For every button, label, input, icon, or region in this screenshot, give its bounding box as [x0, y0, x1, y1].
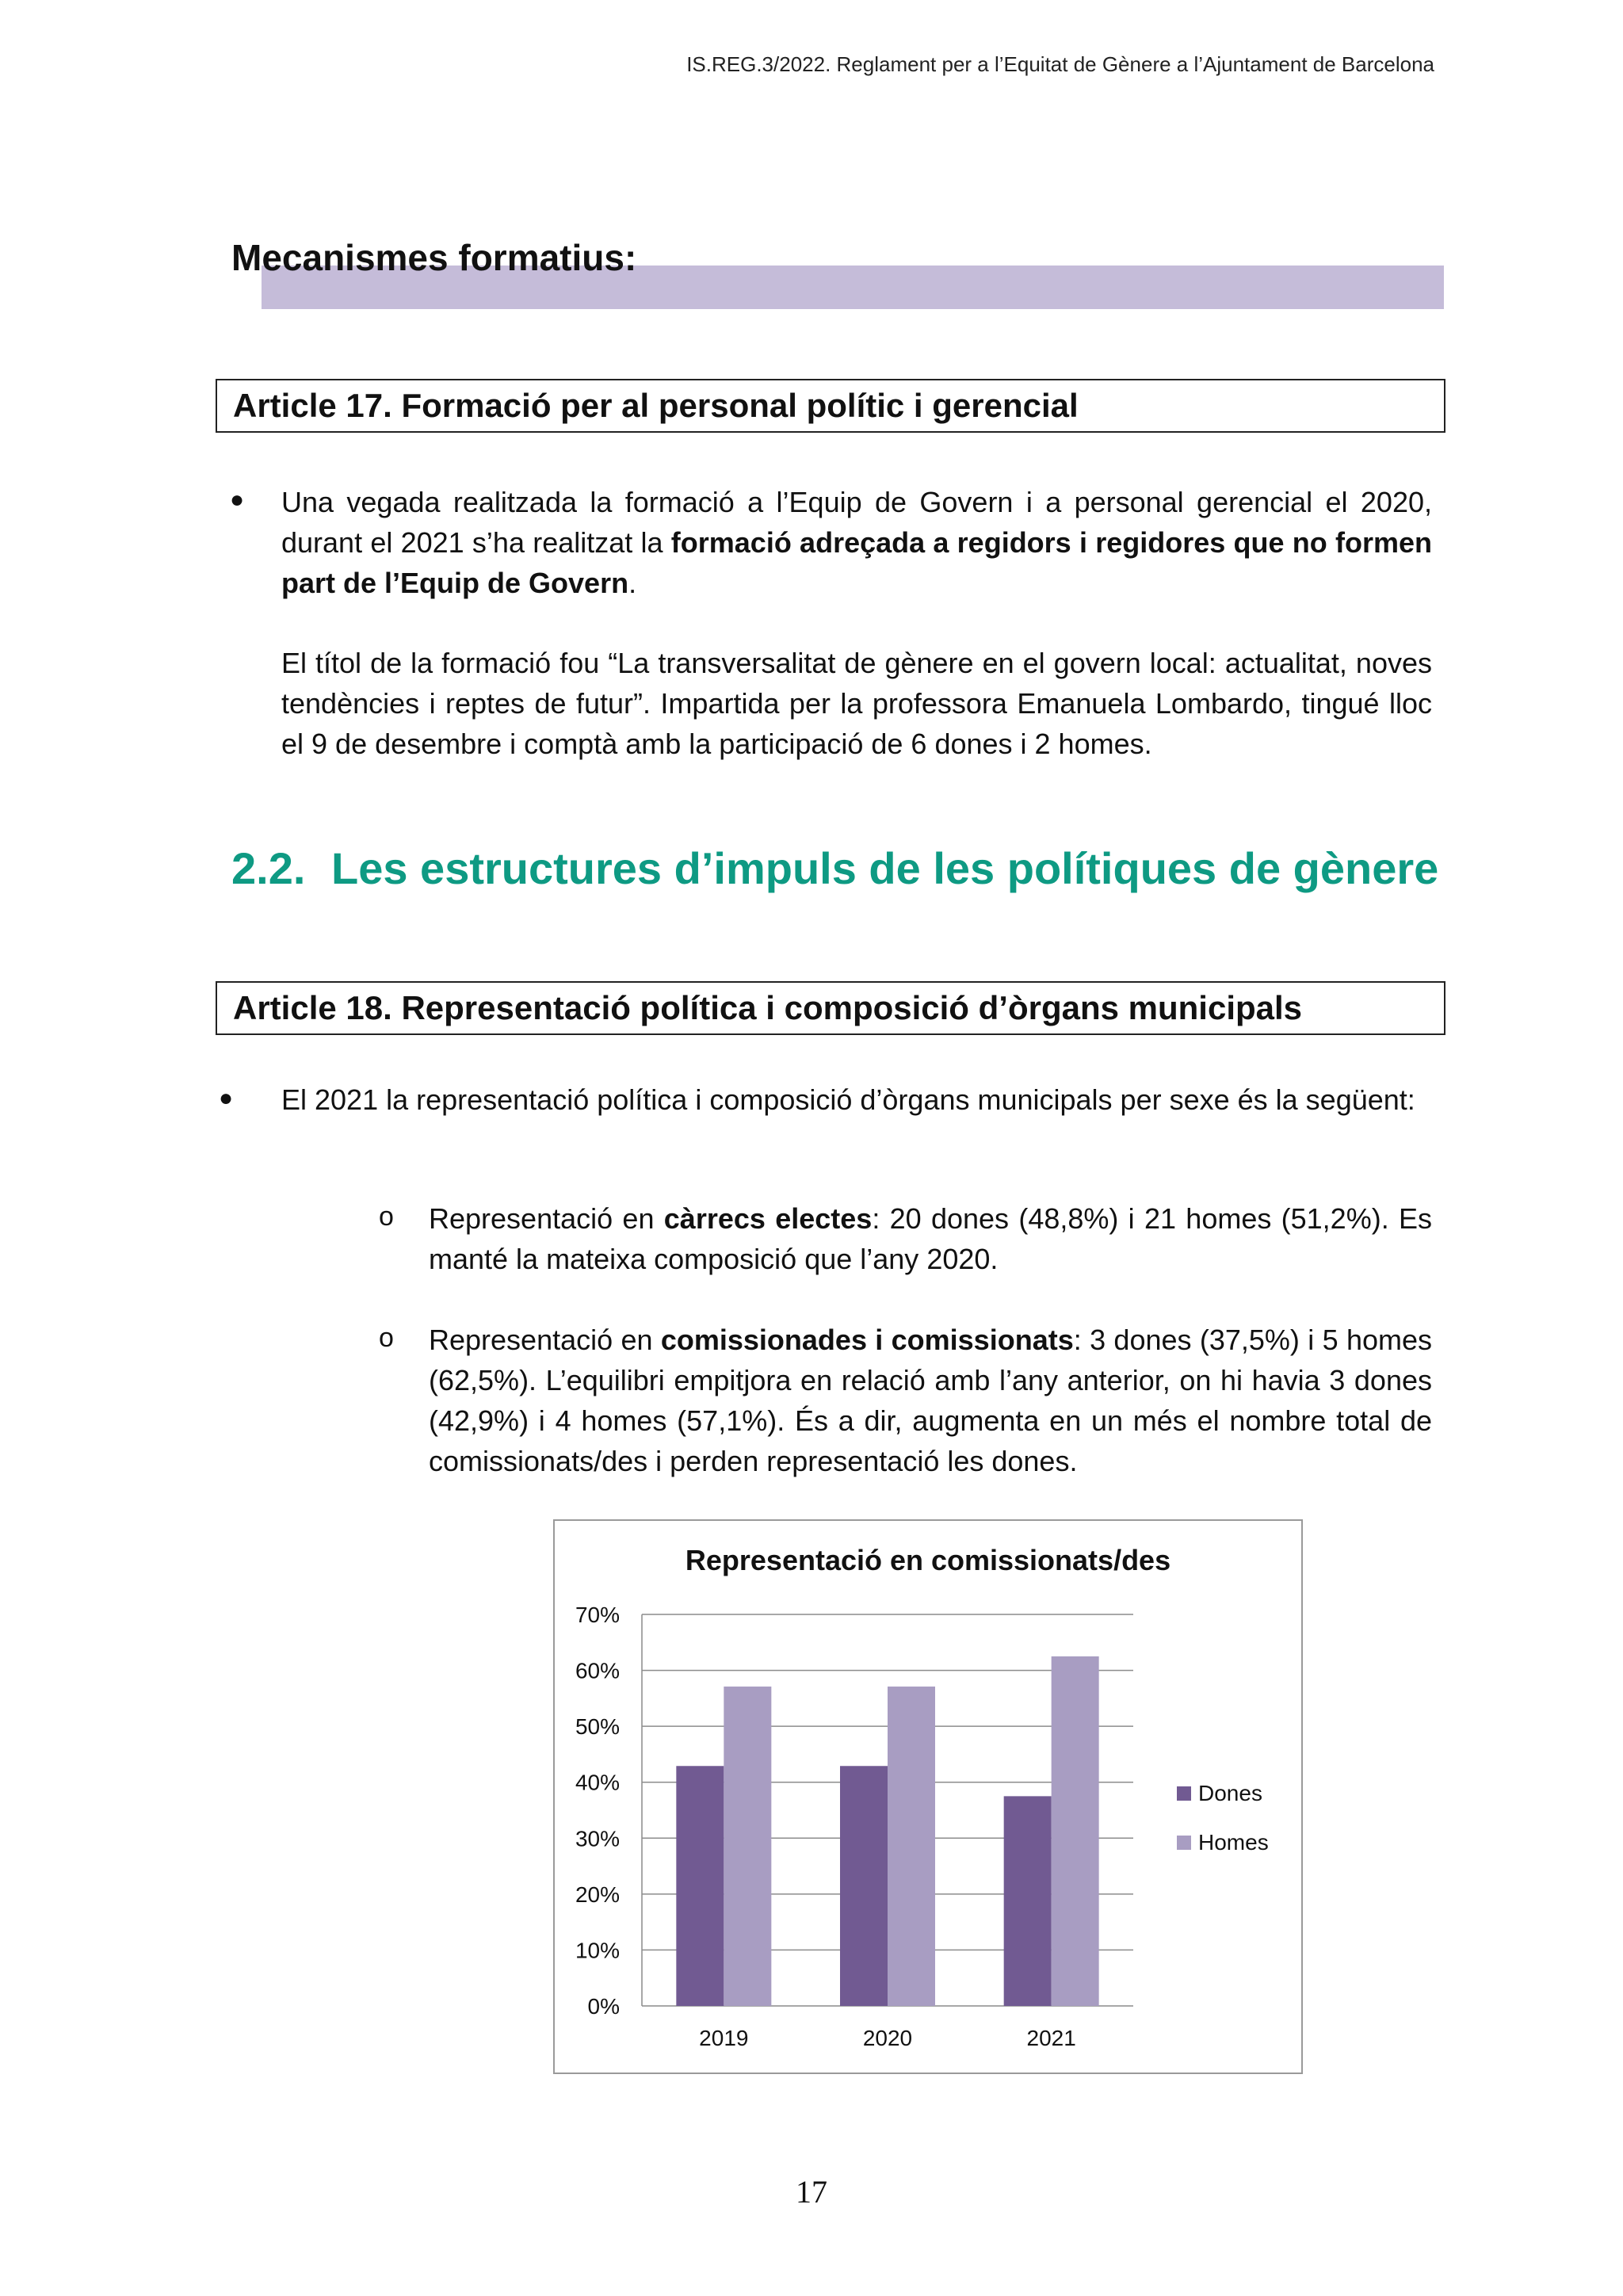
- y-tick-label: 10%: [575, 1938, 620, 1963]
- legend-swatch-dones: [1177, 1786, 1191, 1801]
- x-tick-label: 2019: [699, 2026, 749, 2050]
- page-number: 17: [796, 2174, 827, 2210]
- running-header: IS.REG.3/2022. Reglament per a l’Equitat de Gènere a l’Ajuntament de Barcelona: [686, 52, 1434, 76]
- article-18-title: Article 18. Representació política i composició d’òrgans municipals: [233, 989, 1303, 1026]
- y-tick-label: 20%: [575, 1881, 620, 1907]
- y-tick-label: 30%: [575, 1826, 620, 1851]
- y-tick-label: 50%: [575, 1714, 620, 1740]
- y-tick-label: 40%: [575, 1770, 620, 1795]
- article-17-title-box: [216, 379, 1445, 433]
- y-tick-label: 70%: [575, 1603, 620, 1627]
- bullet-icon: ●: [230, 487, 245, 513]
- article-18-intro: El 2021 la representació política i composició d’òrgans municipals per sexe és la següent:: [281, 1083, 1415, 1116]
- chart-title: Representació en comissionats/des: [685, 1544, 1171, 1576]
- circle-bullet-icon: o: [379, 1201, 394, 1232]
- bar-dones-2019: [676, 1766, 724, 2006]
- x-tick-label: 2020: [862, 2026, 913, 2050]
- chart-frame: [553, 1519, 1303, 2074]
- article-18-item-2: Representació en comissionades i comissionats: 3 dones (37,5%) i 5 homes (62,5%). L’equilibri empitjora en relació amb l’any anterior, on hi havia 3 dones (42,9%) i 4 homes (57,1%). És a dir, augmenta en un més el nombre total de comissionats/des i perden representació les dones.: [429, 1324, 1432, 1477]
- bar-dones-2021: [1004, 1796, 1052, 2006]
- legend-label-homes: Homes: [1198, 1830, 1269, 1855]
- section-heading-number: 2.2.: [231, 843, 306, 893]
- article-18-title-box: [216, 981, 1445, 1035]
- y-tick-label: 60%: [575, 1658, 620, 1683]
- article-17-paragraph-1: Una vegada realitzada la formació a l’Equip de Govern i a personal gerencial el 2020, durant el 2021 s’ha realitzat la formació adreçada a regidors i regidores que no formen part de l’Equip de Govern.: [281, 486, 1432, 599]
- bar-dones-2020: [840, 1766, 888, 2006]
- bar-homes-2020: [888, 1687, 935, 2006]
- x-tick-label: 2021: [1026, 2026, 1076, 2050]
- bar-homes-2019: [724, 1687, 771, 2006]
- y-tick-label: 0%: [587, 1994, 620, 2019]
- bar-homes-2021: [1052, 1656, 1099, 2006]
- section-heading-text: Les estructures d’impuls de les polítiques de gènere: [331, 843, 1439, 893]
- bar-chart: [555, 1521, 1301, 2073]
- legend-swatch-homes: [1177, 1836, 1191, 1850]
- article-17-paragraph-2: El títol de la formació fou “La transversalitat de gènere en el govern local: actualitat, noves tendències i reptes de futur”. Impartida per la professora Emanuela Lombardo, tingué lloc el 9 de desembre i comptà amb la participació de 6 dones i 2 homes.: [281, 647, 1432, 760]
- article-18-item-1: Representació en càrrecs electes: 20 dones (48,8%) i 21 homes (51,2%). Es manté la mateixa composició que l’any 2020.: [429, 1202, 1433, 1275]
- legend-label-dones: Dones: [1198, 1781, 1262, 1805]
- section-title: Mecanismes formatius:: [231, 237, 637, 278]
- bullet-icon: ●: [219, 1085, 234, 1111]
- section-heading-2-2: [231, 842, 1438, 894]
- article-17-title: Article 17. Formació per al personal polític i gerencial: [233, 387, 1079, 424]
- circle-bullet-icon: o: [379, 1323, 394, 1353]
